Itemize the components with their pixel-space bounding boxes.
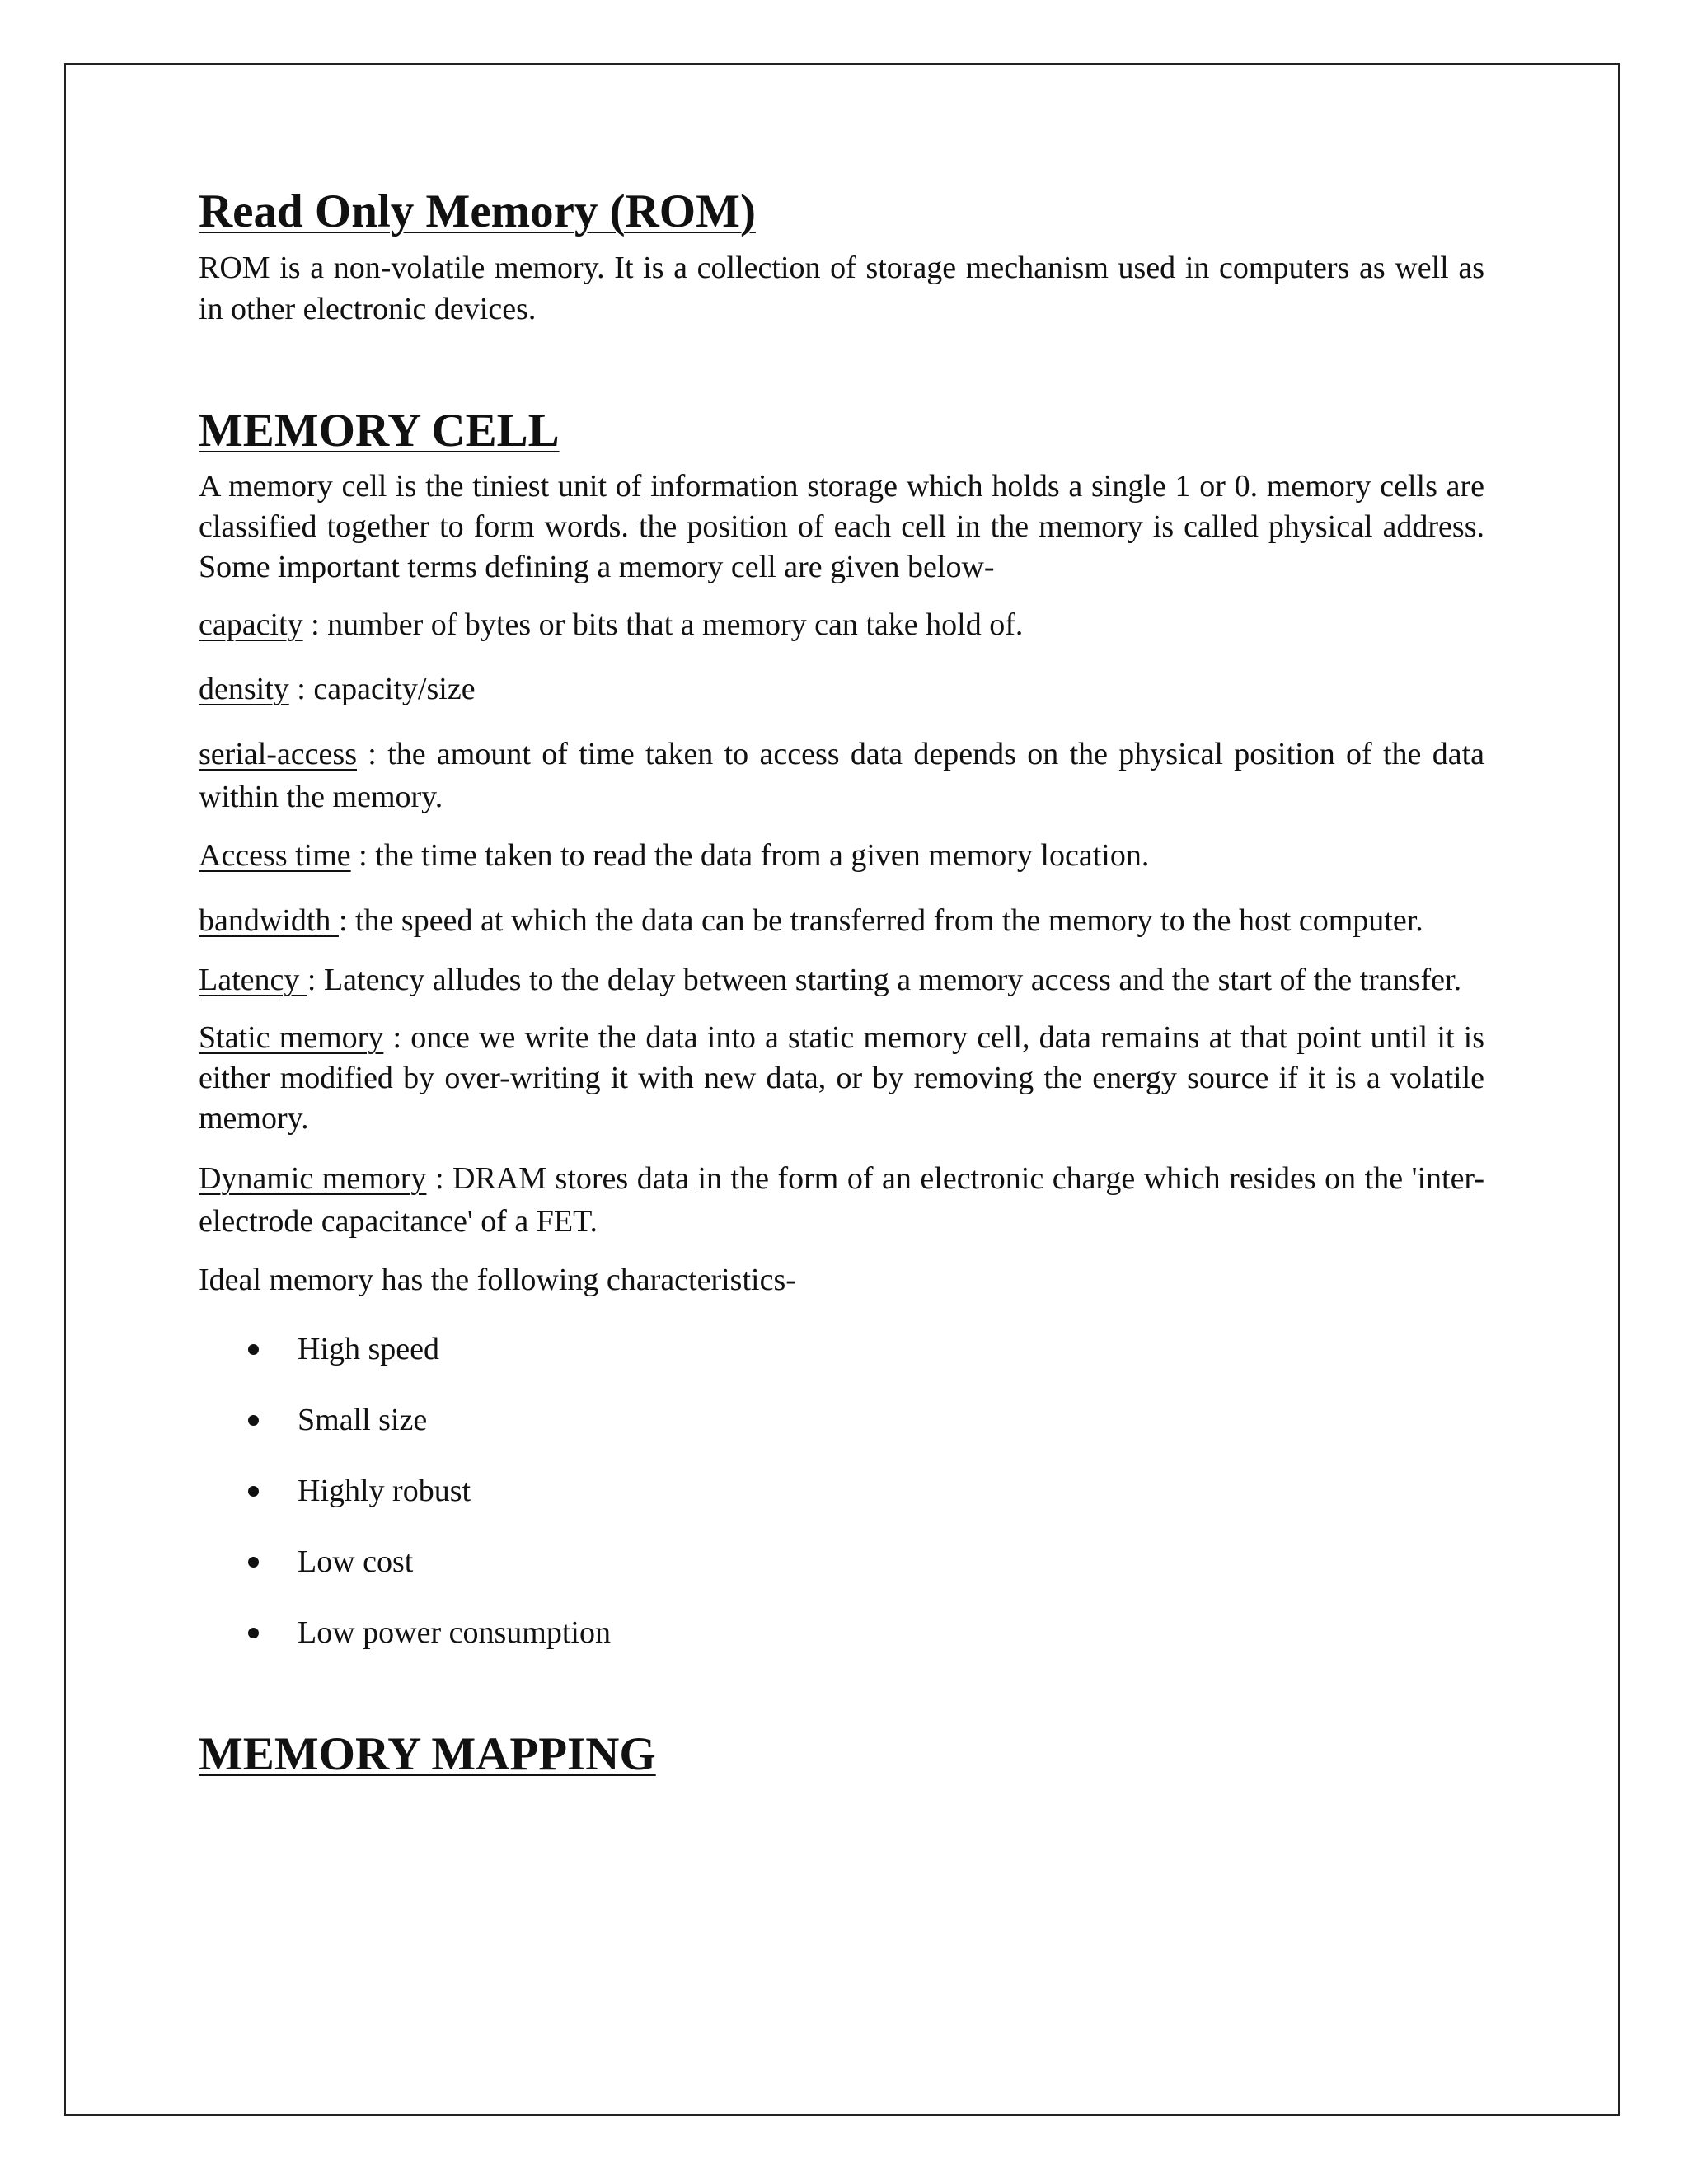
list-item	[199, 1470, 1484, 1541]
bullet-icon	[248, 1628, 259, 1638]
term-label: density	[199, 672, 289, 706]
term-separator: :	[288, 672, 314, 706]
term-separator: :	[338, 903, 355, 938]
memory-mapping-heading: MEMORY MAPPING	[199, 1728, 656, 1780]
term-label: Latency	[199, 963, 307, 997]
list-item	[199, 1541, 1484, 1612]
term-label: serial-access	[199, 737, 357, 771]
list-item	[199, 1612, 1484, 1683]
term-label: Dynamic memory	[199, 1161, 427, 1196]
term-definition: the time taken to read the data from a given memory location.	[375, 838, 1150, 873]
term-capacity	[199, 604, 1484, 645]
list-item-text: Low cost	[298, 1544, 414, 1579]
term-density	[199, 668, 1484, 710]
characteristics-list	[199, 1329, 1484, 1683]
list-item-text: Low power consumption	[298, 1615, 611, 1650]
term-definition: once we write the data into a static memory cell, data remains at that point until it is either modified by over-writing it with new data, or by removing the energy source if it is a volatile memory.	[199, 1020, 1484, 1136]
rom-paragraph: ROM is a non-volatile memory. It is a collection of storage mechanism used in computers as well as in other electronic devices.	[199, 251, 1484, 326]
term-separator: :	[426, 1161, 453, 1196]
bullet-icon	[248, 1557, 259, 1568]
term-label: Access time	[199, 838, 351, 873]
bullet-icon	[248, 1415, 259, 1426]
term-label: bandwidth	[199, 903, 339, 938]
term-latency	[199, 958, 1484, 1001]
memory-cell-heading: MEMORY CELL	[199, 405, 560, 457]
list-item	[199, 1399, 1484, 1470]
term-definition: the speed at which the data can be transferred from the memory to the host computer.	[355, 903, 1423, 938]
list-item-text: Highly robust	[298, 1474, 471, 1508]
term-definition: number of bytes or bits that a memory can take hold of.	[327, 607, 1024, 642]
term-separator: :	[307, 963, 324, 997]
term-separator: :	[302, 607, 328, 642]
document-body	[199, 185, 1485, 1780]
term-serial-access	[199, 733, 1484, 818]
term-static-memory	[199, 1018, 1484, 1139]
term-definition: DRAM stores data in the form of an electronic charge which resides on the 'inter-electrode capacitance' of a FET.	[199, 1161, 1484, 1239]
term-label: Static memory	[199, 1020, 384, 1055]
bullet-icon	[248, 1486, 259, 1497]
memory-cell-intro: A memory cell is the tiniest unit of information storage which holds a single 1 or 0. memory cells are classified together to form words. the position of each cell in the memory is called physical address. Some important terms defining a memory cell are given below-	[199, 469, 1484, 584]
term-access-time	[199, 835, 1484, 876]
list-item	[199, 1329, 1484, 1399]
term-definition: capacity/size	[313, 672, 476, 706]
term-definition: the amount of time taken to access data depends on the physical position of the data within the memory.	[199, 737, 1485, 814]
term-separator: :	[357, 737, 388, 771]
term-dynamic-memory	[199, 1157, 1484, 1243]
term-separator: :	[350, 838, 376, 873]
list-item-text: Small size	[298, 1403, 428, 1437]
rom-heading: Read Only Memory (ROM)	[199, 185, 756, 237]
list-item-text: High speed	[298, 1332, 440, 1366]
term-definition: Latency alludes to the delay between starting a memory access and the start of the transfer.	[323, 963, 1462, 997]
term-bandwidth	[199, 899, 1484, 942]
term-label: capacity	[199, 607, 303, 642]
term-separator: :	[383, 1020, 411, 1055]
ideal-memory-intro: Ideal memory has the following characteristics-	[199, 1263, 796, 1297]
bullet-icon	[248, 1344, 259, 1355]
